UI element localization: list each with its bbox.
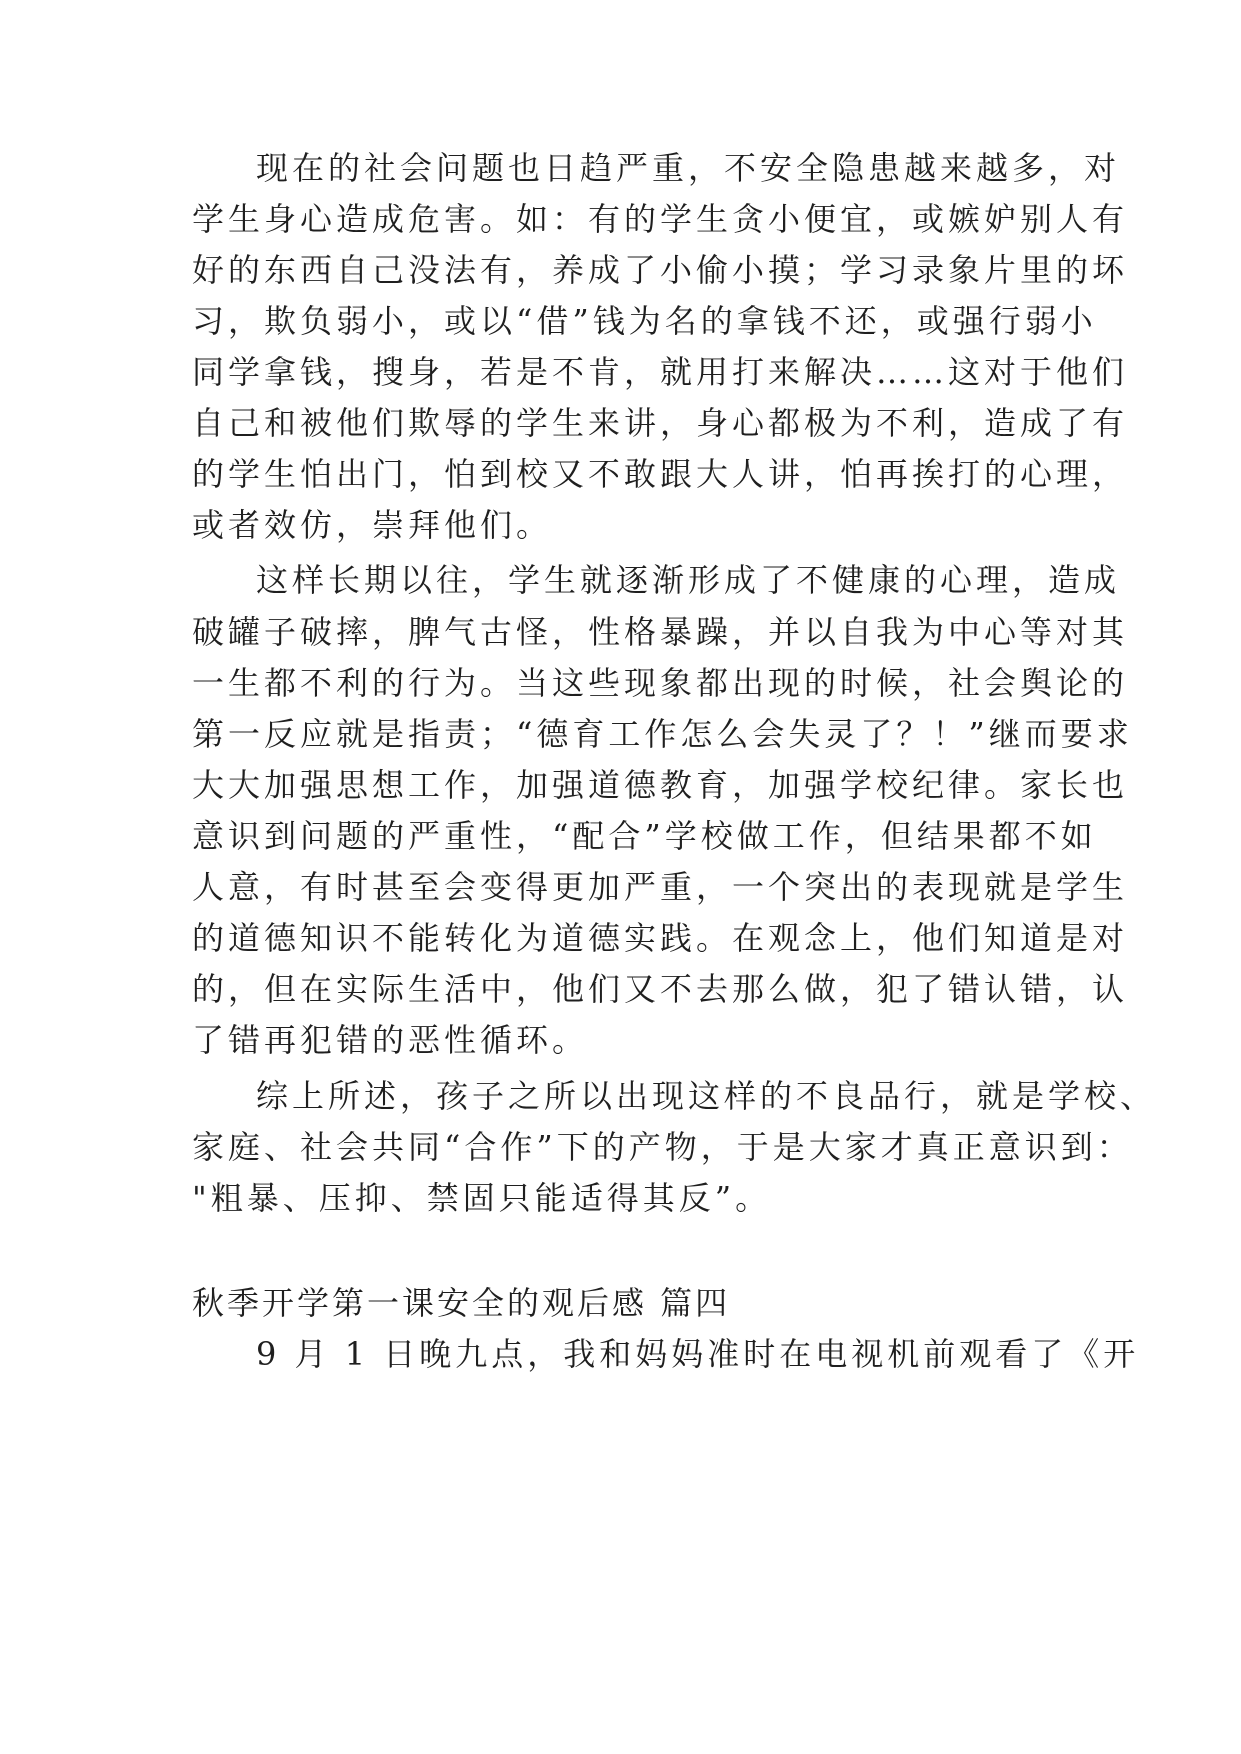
paragraph-2-line-2: 破罐子破摔，脾气古怪，性格暴躁，并以自我为中心等对其	[192, 613, 1129, 651]
paragraph-1-line-6: 自己和被他们欺辱的学生来讲，身心都极为不利，造成了有	[192, 404, 1129, 442]
paragraph-2-line-8: 的道德知识不能转化为道德实践。在观念上，他们知道是对	[192, 919, 1129, 957]
paragraph-2-line-6: 意识到问题的严重性，“配合”学校做工作，但结果都不如	[192, 817, 1097, 855]
paragraph-2-line-3: 一生都不利的行为。当这些现象都出现的时候，社会舆论的	[192, 664, 1129, 702]
paragraph-3-line-1: 综上所述，孩子之所以出现这样的不良品行，就是学校、	[256, 1077, 1157, 1115]
section-heading: 秋季开学第一课安全的观后感 篇四	[192, 1284, 731, 1322]
paragraph-2-line-10: 了错再犯错的恶性循环。	[192, 1021, 589, 1059]
paragraph-3-line-3: "粗暴、压抑、禁固只能适得其反”。	[192, 1179, 772, 1217]
paragraph-2-line-7: 人意，有时甚至会变得更加严重，一个突出的表现就是学生	[192, 868, 1129, 906]
paragraph-1-line-3: 好的东西自己没法有，养成了小偷小摸；学习录象片里的坏	[192, 251, 1129, 289]
paragraph-1-line-4: 习，欺负弱小，或以“借”钱为名的拿钱不还，或强行弱小	[192, 302, 1097, 340]
paragraph-1-line-1: 现在的社会问题也日趋严重，不安全隐患越来越多，对	[256, 149, 1121, 187]
paragraph-2-line-1: 这样长期以往，学生就逐渐形成了不健康的心理，造成	[256, 561, 1121, 599]
paragraph-1-line-2: 学生身心造成危害。如：有的学生贪小便宜，或嫉妒别人有	[192, 200, 1129, 238]
paragraph-3-line-2: 家庭、社会共同“合作”下的产物，于是大家才真正意识到：	[192, 1128, 1133, 1166]
paragraph-2-line-5: 大大加强思想工作，加强道德教育，加强学校纪律。家长也	[192, 766, 1129, 804]
paragraph-1-line-7: 的学生怕出门，怕到校又不敢跟大人讲，怕再挨打的心理，	[192, 455, 1129, 493]
paragraph-2-line-4: 第一反应就是指责；“德育工作怎么会失灵了？！”继而要求	[192, 715, 1133, 753]
paragraph-1-line-8: 或者效仿，崇拜他们。	[192, 506, 553, 544]
paragraph-2-line-9: 的，但在实际生活中，他们又不去那么做，犯了错认错，认	[192, 970, 1129, 1008]
paragraph-4-line-1: 9 月 1 日晚九点，我和妈妈准时在电视机前观看了《开	[256, 1335, 1140, 1373]
paragraph-1-line-5: 同学拿钱，搜身，若是不肯，就用打来解决……这对于他们	[192, 353, 1129, 391]
